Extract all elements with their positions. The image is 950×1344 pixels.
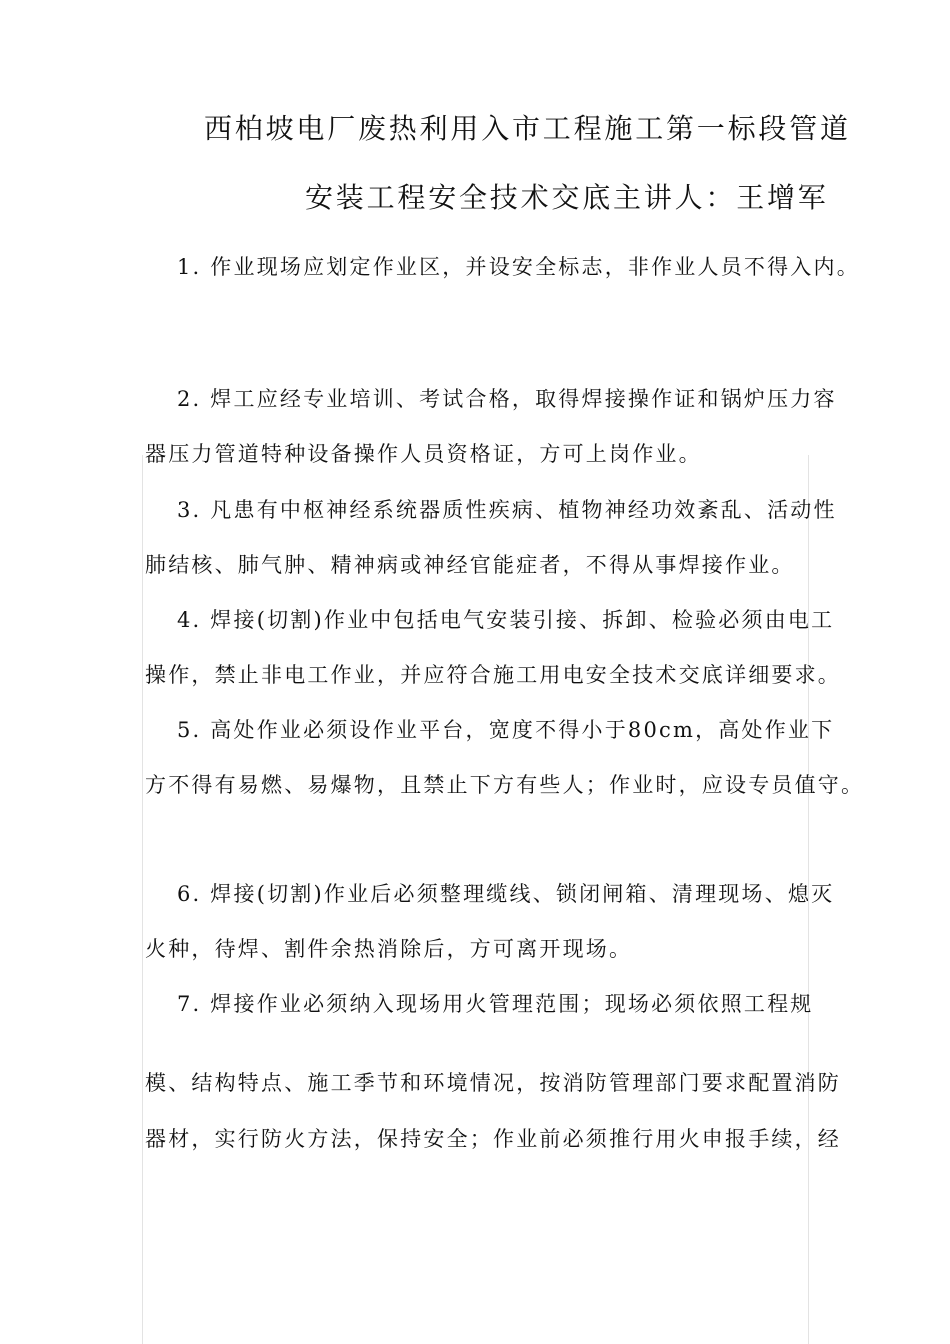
document-title-line-1: 西柏坡电厂废热利用入市工程施工第一标段管道 — [204, 112, 851, 145]
item-7-line-3: 器材，实行防火方法，保持安全；作业前必须推行用火申报手续，经 — [145, 1127, 841, 1151]
item-2-line-1: 2. 焊工应经专业培训、考试合格，取得焊接操作证和锅炉压力容 — [177, 387, 837, 411]
item-1-line-1: 1. 作业现场应划定作业区，并设安全标志，非作业人员不得入内。 — [177, 255, 860, 279]
item-3-line-1: 3. 凡患有中枢神经系统器质性疾病、植物神经功效紊乱、活动性 — [177, 498, 837, 522]
item-4-line-2: 操作，禁止非电工作业，并应符合施工用电安全技术交底详细要求。 — [145, 663, 841, 687]
item-6-line-1: 6. 焊接(切割)作业后必须整理缆线、锁闭闸箱、清理现场、熄灭 — [177, 882, 835, 906]
item-7-line-2: 模、结构特点、施工季节和环境情况，按消防管理部门要求配置消防 — [145, 1071, 841, 1095]
item-7-line-1: 7. 焊接作业必须纳入现场用火管理范围；现场必须依照工程规 — [177, 992, 814, 1016]
item-2-line-2: 器压力管道特种设备操作人员资格证，方可上岗作业。 — [145, 442, 702, 466]
page-border-left — [142, 455, 143, 1344]
item-4-line-1: 4. 焊接(切割)作业中包括电气安装引接、拆卸、检验必须由电工 — [177, 608, 835, 632]
item-6-line-2: 火种，待焊、割件余热消除后，方可离开现场。 — [145, 937, 633, 961]
item-5-line-2: 方不得有易燃、易爆物，且禁止下方有些人；作业时，应设专员值守。 — [145, 773, 865, 797]
item-5-line-1: 5. 高处作业必须设作业平台，宽度不得小于80cm，高处作业下 — [177, 718, 835, 742]
document-title-line-2: 安装工程安全技术交底主讲人：王增军 — [305, 181, 829, 214]
item-3-line-2: 肺结核、肺气肿、精神病或神经官能症者，不得从事焊接作业。 — [145, 553, 795, 577]
